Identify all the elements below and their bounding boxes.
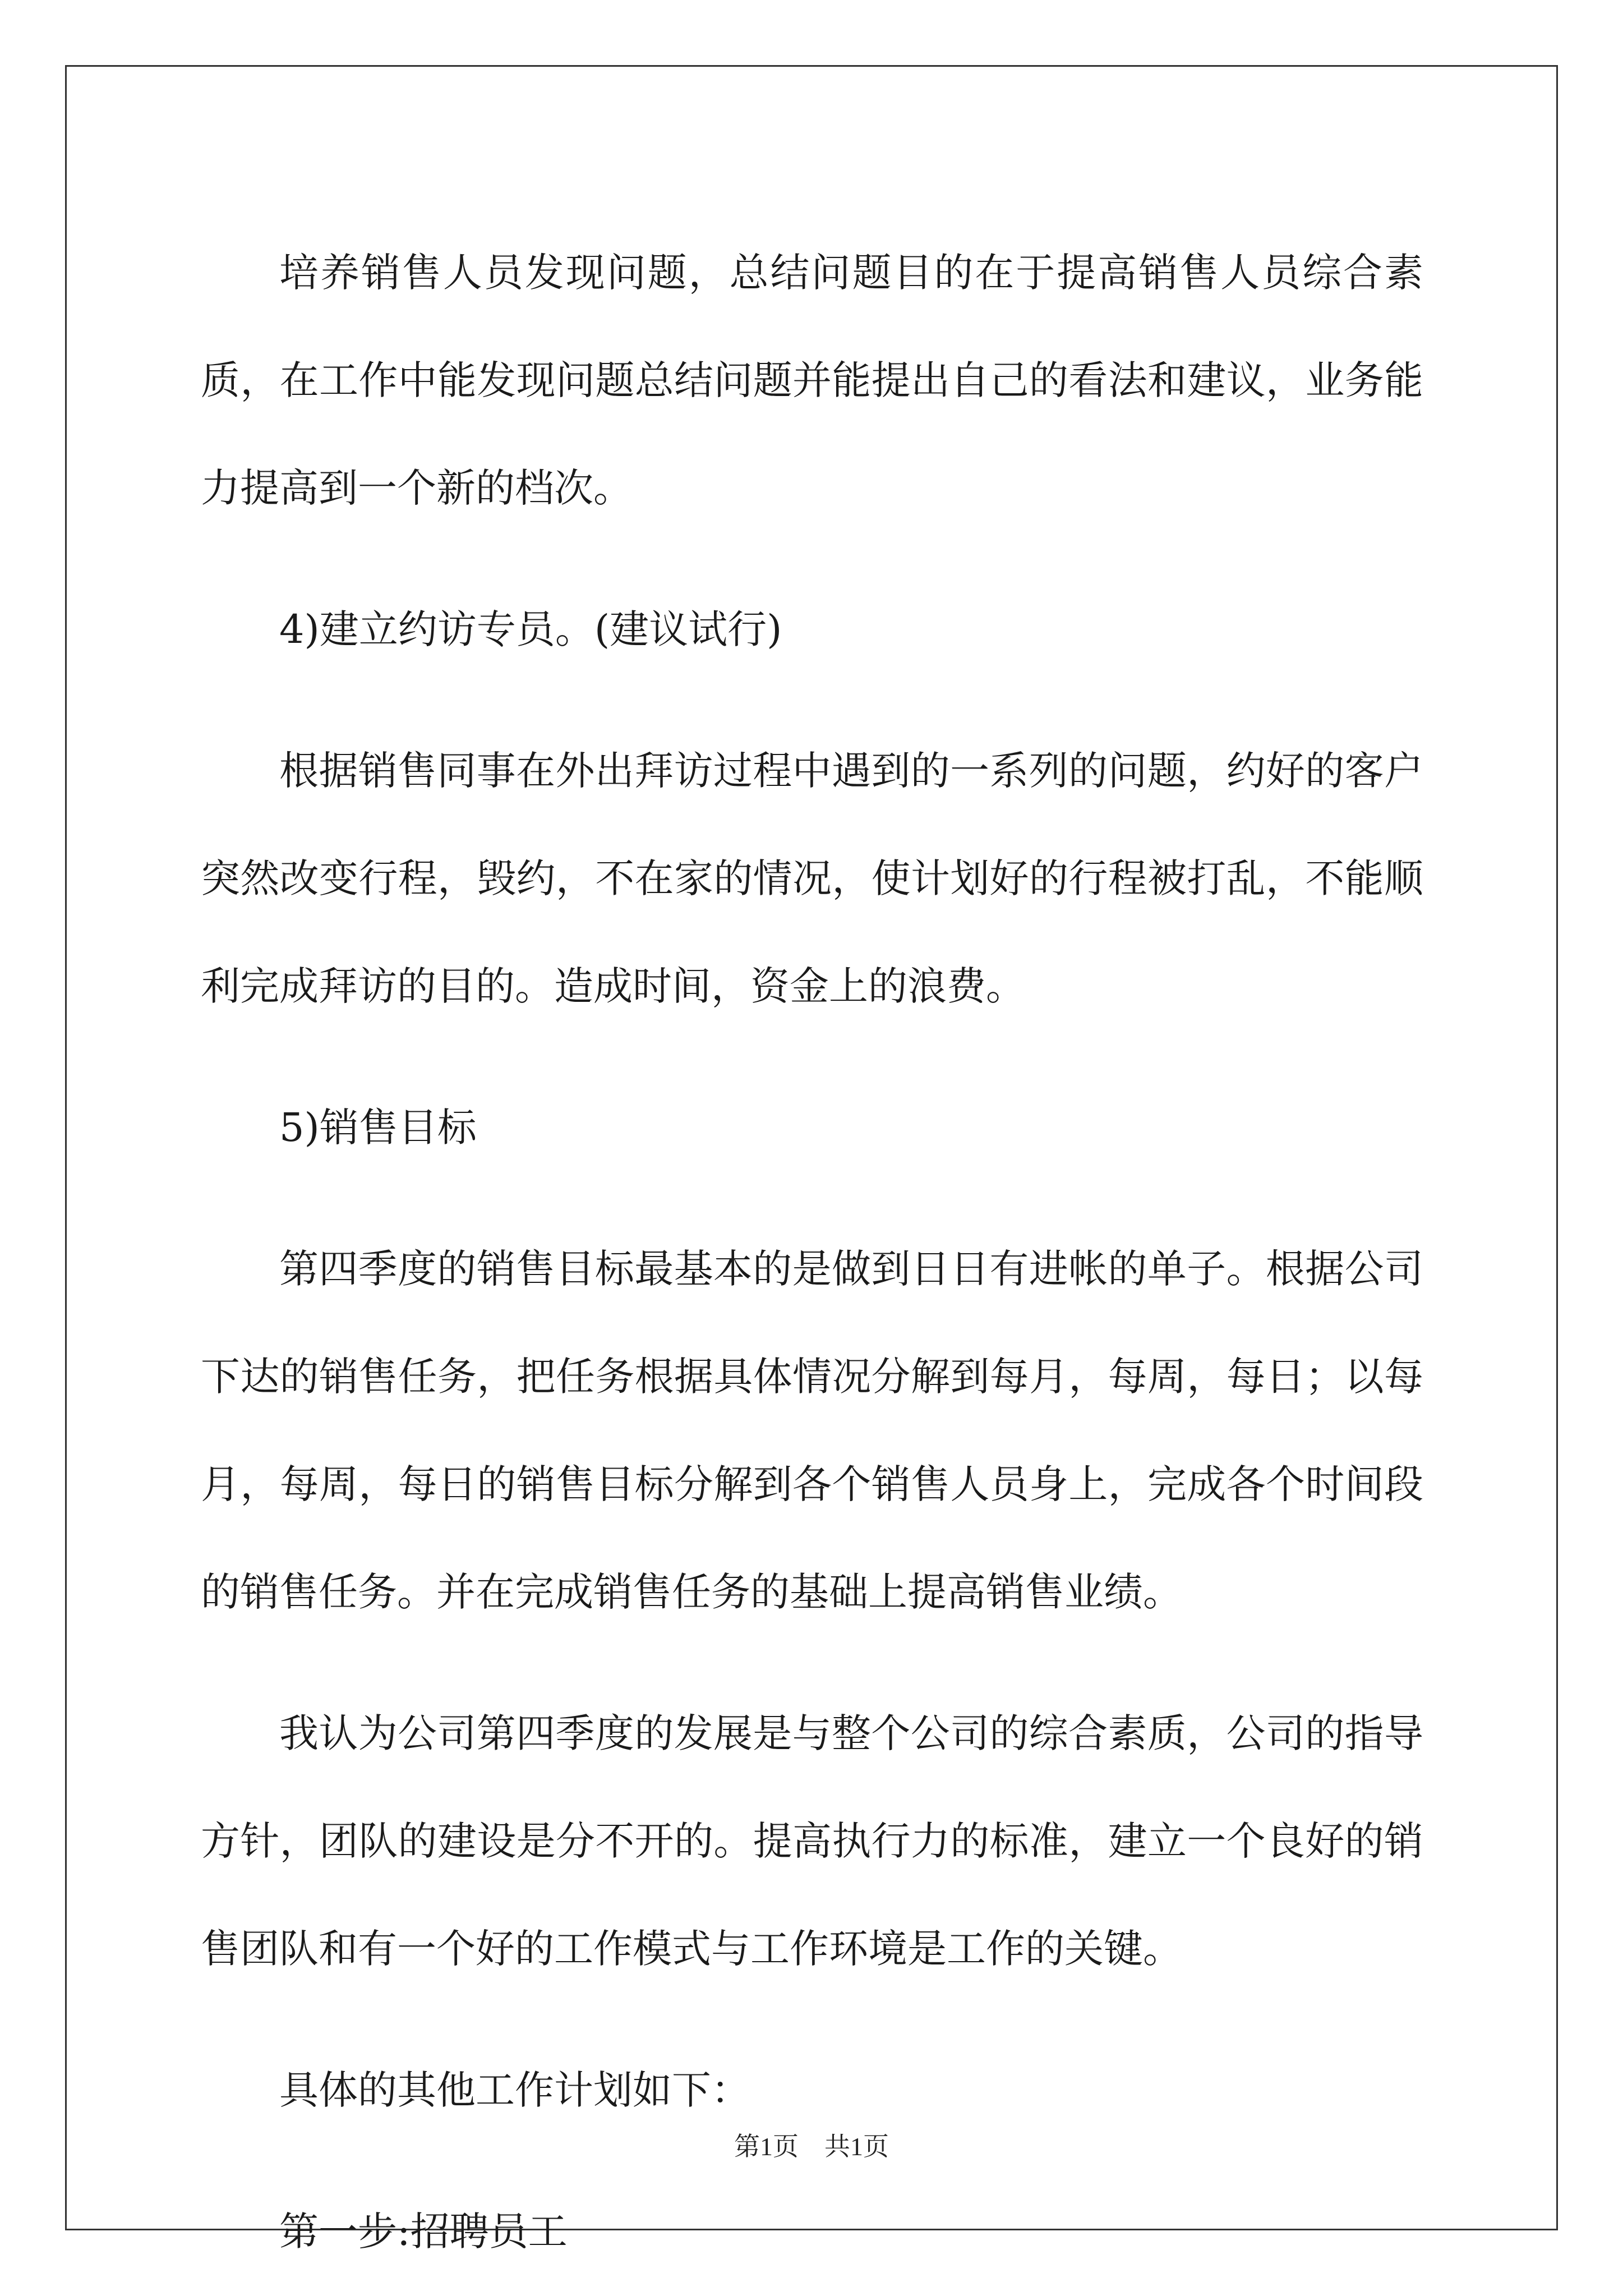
paragraph: 4)建立约访专员。(建议试行) [279,606,782,652]
page-footer: 第1页 共1页 [734,2132,889,2161]
paragraph: 培养销售人员发现问题，总结问题目的在于提高销售人员综合素质，在工作中能发现问题总结问题并能提出自己的看法和建议，业务能力提高到一个新的档次。 [201,250,1423,511]
paragraph: 具体的其他工作计划如下： [279,2067,750,2113]
paragraph: 第四季度的销售目标最基本的是做到日日有进帐的单子。根据公司下达的销售任务，把任务根据具体情况分解到每月，每周，每日；以每月，每周，每日的销售目标分解到各个销售人员身上，完成各个时间段的销售任务。并在完成销售任务的基础上提高销售业绩。 [201,1246,1423,1615]
paragraph: 我认为公司第四季度的发展是与整个公司的综合素质，公司的指导方针，团队的建设是分不开的。提高执行力的标准，建立一个良好的销售团队和有一个好的工作模式与工作环境是工作的关键。 [201,1710,1423,1972]
paragraph: 5)销售目标 [279,1105,477,1151]
paragraph: 第一步:招聘员工 [279,2208,568,2254]
document-body [201,219,1423,2285]
paragraph: 根据销售同事在外出拜访过程中遇到的一系列的问题，约好的客户突然改变行程，毁约，不在家的情况，使计划好的行程被打乱，不能顺利完成拜访的目的。造成时间，资金上的浪费。 [201,748,1423,1009]
